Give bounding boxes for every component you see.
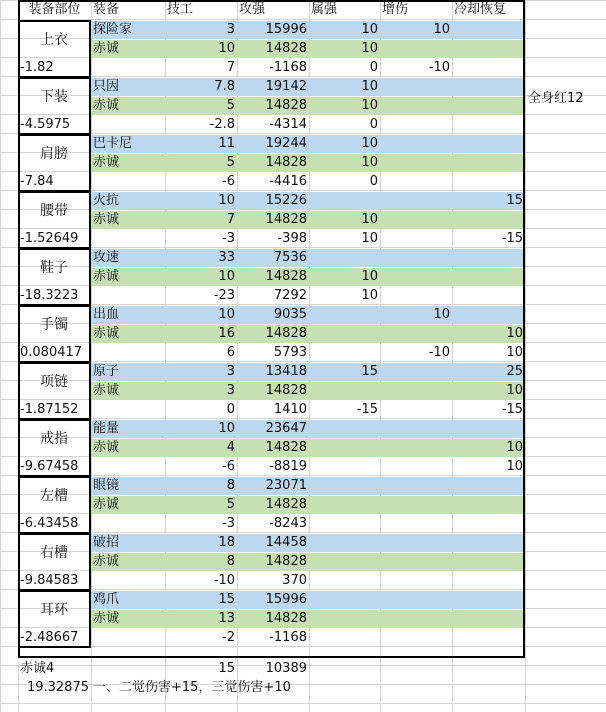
value-cell-dmg[interactable] xyxy=(380,173,452,191)
grid-vline xyxy=(0,0,1,712)
value-cell-cd[interactable]: 10 xyxy=(506,459,523,474)
equip-option-name[interactable]: 眼镜 xyxy=(93,478,120,493)
value-cell-skill[interactable]: 15 xyxy=(218,592,235,607)
value-cell-dmg[interactable] xyxy=(380,211,452,229)
slot-name[interactable]: 右槽 xyxy=(40,545,68,561)
slot-summary[interactable]: -6.43458 xyxy=(20,516,79,531)
value-cell-dmg[interactable]: 10 xyxy=(433,22,450,37)
value-cell-atk[interactable]: 14828 xyxy=(265,326,307,341)
value-cell-atk[interactable]: 13418 xyxy=(265,364,307,379)
value-cell-elem[interactable]: 10 xyxy=(361,136,378,151)
value-cell-skill[interactable]: 7 xyxy=(226,60,235,75)
value-cell-elem[interactable] xyxy=(309,325,380,343)
value-cell-dmg[interactable] xyxy=(380,363,452,381)
value-cell-cd[interactable]: 25 xyxy=(506,364,523,379)
value-cell-dmg[interactable] xyxy=(380,401,452,419)
equip-chicheng-name[interactable]: 赤诚 xyxy=(93,269,120,284)
value-cell-atk[interactable]: -1168 xyxy=(269,60,307,75)
value-cell-dmg[interactable] xyxy=(380,591,452,609)
value-cell-atk[interactable]: 14828 xyxy=(265,98,307,113)
value-cell-cd[interactable]: -15 xyxy=(501,231,523,246)
footer-label[interactable]: 赤诚4 xyxy=(20,661,55,676)
value-cell-skill[interactable]: 5 xyxy=(226,497,235,512)
value-cell-atk[interactable]: 15996 xyxy=(265,22,307,37)
value-cell-elem[interactable] xyxy=(309,458,380,476)
value-cell-elem[interactable] xyxy=(309,306,380,324)
value-cell-cd[interactable] xyxy=(452,211,525,229)
value-cell-cd[interactable] xyxy=(452,116,525,134)
value-cell-dmg[interactable] xyxy=(380,97,452,115)
slot-summary[interactable]: -4.5975 xyxy=(20,117,71,132)
slot-name[interactable]: 项链 xyxy=(40,374,68,390)
header-elem[interactable]: 属强 xyxy=(311,2,338,17)
value-cell-dmg[interactable]: -10 xyxy=(428,345,450,360)
side-note[interactable]: 全身红12 xyxy=(528,91,584,106)
header-skill[interactable]: 技工 xyxy=(167,2,194,17)
value-cell-cd[interactable] xyxy=(452,173,525,191)
value-cell-dmg[interactable] xyxy=(380,230,452,248)
value-cell-atk[interactable]: 14828 xyxy=(265,41,307,56)
value-cell-atk[interactable]: 15996 xyxy=(265,592,307,607)
slot-name[interactable]: 手镯 xyxy=(40,317,68,333)
value-cell-elem[interactable]: 10 xyxy=(361,231,378,246)
value-cell-atk[interactable]: -4314 xyxy=(269,117,307,132)
value-cell-cd[interactable]: -15 xyxy=(501,402,523,417)
value-cell-cd[interactable] xyxy=(452,59,525,77)
value-cell-cd[interactable] xyxy=(452,97,525,115)
value-cell-skill[interactable]: 11 xyxy=(218,136,235,151)
value-cell-cd[interactable] xyxy=(452,572,525,590)
value-cell-elem[interactable] xyxy=(309,496,380,514)
value-cell-skill[interactable]: 3 xyxy=(226,22,235,37)
value-cell-elem[interactable]: 10 xyxy=(361,212,378,227)
slot-name[interactable]: 腰带 xyxy=(40,203,68,219)
value-cell-dmg[interactable] xyxy=(380,249,452,267)
equip-chicheng-name[interactable]: 赤诚 xyxy=(93,554,120,569)
value-cell-atk[interactable]: 14828 xyxy=(265,212,307,227)
value-cell-atk[interactable]: 370 xyxy=(282,573,307,588)
value-cell-elem[interactable] xyxy=(309,192,380,210)
value-cell-elem[interactable]: 10 xyxy=(361,269,378,284)
value-cell-skill[interactable]: 10 xyxy=(218,421,235,436)
value-cell-atk[interactable]: -398 xyxy=(277,231,307,246)
value-cell-cd[interactable] xyxy=(452,534,525,552)
value-cell-cd[interactable] xyxy=(452,306,525,324)
value-cell-dmg[interactable] xyxy=(380,477,452,495)
value-cell-cd[interactable] xyxy=(452,420,525,438)
slot-summary[interactable]: -1.82 xyxy=(20,60,54,75)
value-cell-elem[interactable] xyxy=(309,344,380,362)
equip-option-name[interactable]: 破招 xyxy=(93,535,120,550)
value-cell-skill[interactable]: 7.8 xyxy=(214,79,235,94)
value-cell-atk[interactable]: 23647 xyxy=(265,421,307,436)
value-cell-dmg[interactable] xyxy=(380,78,452,96)
value-cell-dmg[interactable] xyxy=(380,287,452,305)
value-cell-elem[interactable]: 0 xyxy=(369,60,378,75)
value-cell-elem[interactable] xyxy=(309,610,380,628)
value-cell-dmg[interactable] xyxy=(380,40,452,58)
value-cell-dmg[interactable] xyxy=(380,116,452,134)
value-cell-atk[interactable]: 14828 xyxy=(265,269,307,284)
value-cell-cd[interactable] xyxy=(452,610,525,628)
value-cell-atk[interactable]: -8243 xyxy=(269,516,307,531)
value-cell-atk[interactable]: -4416 xyxy=(269,174,307,189)
slot-summary[interactable]: -9.84583 xyxy=(20,573,79,588)
slot-name[interactable]: 鞋子 xyxy=(40,260,68,276)
value-cell-cd[interactable] xyxy=(452,515,525,533)
value-cell-cd[interactable] xyxy=(452,135,525,153)
value-cell-skill[interactable]: -2 xyxy=(222,630,235,645)
value-cell-dmg[interactable] xyxy=(380,458,452,476)
value-cell-atk[interactable]: 19142 xyxy=(265,79,307,94)
value-cell-elem[interactable]: -15 xyxy=(356,402,378,417)
value-cell-cd[interactable] xyxy=(452,78,525,96)
value-cell-elem[interactable]: 0 xyxy=(369,174,378,189)
value-cell-skill[interactable]: -3 xyxy=(222,231,235,246)
slot-summary[interactable]: -7.84 xyxy=(20,174,54,189)
value-cell-elem[interactable]: 10 xyxy=(361,98,378,113)
equip-option-name[interactable]: 巴卡尼 xyxy=(93,136,133,151)
grid-hline xyxy=(0,703,606,704)
header-dmg[interactable]: 增伤 xyxy=(382,2,409,17)
value-cell-elem[interactable]: 10 xyxy=(361,41,378,56)
value-cell-atk[interactable]: 14828 xyxy=(265,497,307,512)
equip-chicheng-name[interactable]: 赤诚 xyxy=(93,440,120,455)
value-cell-cd[interactable] xyxy=(452,477,525,495)
footer-atk[interactable]: 10389 xyxy=(265,661,307,676)
footer-skill[interactable]: 15 xyxy=(218,661,235,676)
value-cell-dmg[interactable] xyxy=(380,496,452,514)
value-cell-atk[interactable]: 14828 xyxy=(265,440,307,455)
value-cell-cd[interactable] xyxy=(452,249,525,267)
value-cell-skill[interactable]: 18 xyxy=(218,535,235,550)
value-cell-elem[interactable]: 10 xyxy=(361,22,378,37)
value-cell-cd[interactable] xyxy=(452,268,525,286)
value-cell-dmg[interactable]: 10 xyxy=(433,307,450,322)
slot-summary[interactable]: -18.3223 xyxy=(20,288,79,303)
value-cell-cd[interactable] xyxy=(452,553,525,571)
value-cell-skill[interactable]: 8 xyxy=(226,478,235,493)
value-cell-skill[interactable]: 10 xyxy=(218,193,235,208)
equip-option-name[interactable]: 原子 xyxy=(93,364,120,379)
footer-total[interactable]: 19.32875 xyxy=(26,680,89,695)
footer-note[interactable]: 一、二觉伤害+15，三觉伤害+10 xyxy=(93,680,291,695)
value-cell-dmg[interactable] xyxy=(380,515,452,533)
slot-name[interactable]: 肩膀 xyxy=(40,146,68,162)
slot-name[interactable]: 下装 xyxy=(40,89,68,105)
value-cell-skill[interactable]: 5 xyxy=(226,155,235,170)
value-cell-elem[interactable] xyxy=(309,439,380,457)
value-cell-cd[interactable] xyxy=(452,40,525,58)
value-cell-skill[interactable]: 8 xyxy=(226,554,235,569)
value-cell-elem[interactable] xyxy=(309,629,380,647)
slot-name[interactable]: 耳环 xyxy=(40,602,68,618)
value-cell-dmg[interactable] xyxy=(380,629,452,647)
value-cell-dmg[interactable] xyxy=(380,534,452,552)
slot-name[interactable]: 戒指 xyxy=(40,431,68,447)
value-cell-dmg[interactable] xyxy=(380,572,452,590)
value-cell-atk[interactable]: 14828 xyxy=(265,554,307,569)
slot-summary[interactable]: -9.67458 xyxy=(20,459,79,474)
value-cell-skill[interactable]: 5 xyxy=(226,98,235,113)
value-cell-elem[interactable]: 0 xyxy=(369,117,378,132)
value-cell-skill[interactable]: 3 xyxy=(226,383,235,398)
header-atk[interactable]: 攻强 xyxy=(239,2,266,17)
value-cell-skill[interactable]: -3 xyxy=(222,516,235,531)
value-cell-atk[interactable]: 19244 xyxy=(265,136,307,151)
header-equip[interactable]: 装备 xyxy=(93,2,120,17)
value-cell-skill[interactable]: 33 xyxy=(218,250,235,265)
value-cell-skill[interactable]: 10 xyxy=(218,41,235,56)
value-cell-cd[interactable] xyxy=(452,496,525,514)
equip-chicheng-name[interactable]: 赤诚 xyxy=(93,98,120,113)
value-cell-elem[interactable] xyxy=(309,591,380,609)
value-cell-skill[interactable]: 0 xyxy=(226,402,235,417)
value-cell-skill[interactable]: -6 xyxy=(222,459,235,474)
value-cell-atk[interactable]: 23071 xyxy=(265,478,307,493)
slot-summary[interactable]: -2.48667 xyxy=(20,630,79,645)
value-cell-cd[interactable] xyxy=(452,629,525,647)
value-cell-atk[interactable]: 14458 xyxy=(265,535,307,550)
value-cell-atk[interactable]: 7536 xyxy=(273,250,307,265)
value-cell-skill[interactable]: 3 xyxy=(226,364,235,379)
value-cell-atk[interactable]: 5793 xyxy=(273,345,307,360)
value-cell-atk[interactable]: -8819 xyxy=(269,459,307,474)
value-cell-skill[interactable]: -2.8 xyxy=(209,117,235,132)
slot-summary[interactable]: 0.080417 xyxy=(20,345,83,360)
value-cell-cd[interactable] xyxy=(452,21,525,39)
value-cell-dmg[interactable] xyxy=(380,192,452,210)
value-cell-cd[interactable]: 10 xyxy=(506,326,523,341)
value-cell-skill[interactable]: 13 xyxy=(218,611,235,626)
value-cell-cd[interactable]: 10 xyxy=(506,345,523,360)
equip-option-name[interactable]: 鸡爪 xyxy=(93,592,120,607)
equip-option-name[interactable]: 出血 xyxy=(93,307,120,322)
value-cell-elem[interactable]: 15 xyxy=(361,364,378,379)
value-cell-elem[interactable] xyxy=(309,553,380,571)
value-cell-dmg[interactable] xyxy=(380,268,452,286)
value-cell-skill[interactable]: 6 xyxy=(226,345,235,360)
value-cell-dmg[interactable]: -10 xyxy=(428,60,450,75)
value-cell-cd[interactable]: 10 xyxy=(506,440,523,455)
slot-name[interactable]: 左槽 xyxy=(40,488,68,504)
equip-chicheng-name[interactable]: 赤诚 xyxy=(93,155,120,170)
equip-option-name[interactable]: 能量 xyxy=(93,421,120,436)
value-cell-dmg[interactable] xyxy=(380,553,452,571)
value-cell-atk[interactable]: 7292 xyxy=(273,288,307,303)
value-cell-skill[interactable]: -10 xyxy=(213,573,235,588)
value-cell-cd[interactable]: 15 xyxy=(506,193,523,208)
header-cd[interactable]: 冷却恢复 xyxy=(454,2,507,17)
value-cell-dmg[interactable] xyxy=(380,439,452,457)
equip-chicheng-name[interactable]: 赤诚 xyxy=(93,41,120,56)
equip-option-name[interactable]: 火抗 xyxy=(93,193,120,208)
header-slot[interactable]: 装备部位 xyxy=(28,2,81,17)
value-cell-atk[interactable]: 15226 xyxy=(265,193,307,208)
value-cell-cd[interactable] xyxy=(452,591,525,609)
value-cell-atk[interactable]: -1168 xyxy=(269,630,307,645)
value-cell-dmg[interactable] xyxy=(380,154,452,172)
value-cell-cd[interactable]: 10 xyxy=(506,383,523,398)
value-cell-skill[interactable]: 7 xyxy=(226,212,235,227)
value-cell-skill[interactable]: 4 xyxy=(226,440,235,455)
value-cell-cd[interactable] xyxy=(452,154,525,172)
value-cell-skill[interactable]: -23 xyxy=(213,288,235,303)
value-cell-elem[interactable]: 10 xyxy=(361,288,378,303)
value-cell-dmg[interactable] xyxy=(380,610,452,628)
value-cell-dmg[interactable] xyxy=(380,135,452,153)
value-cell-elem[interactable] xyxy=(309,534,380,552)
value-cell-cd[interactable] xyxy=(452,287,525,305)
value-cell-elem[interactable] xyxy=(309,249,380,267)
value-cell-elem[interactable] xyxy=(309,515,380,533)
slot-name[interactable]: 上衣 xyxy=(40,32,68,48)
value-cell-elem[interactable] xyxy=(309,477,380,495)
equip-option-name[interactable]: 只因 xyxy=(93,79,120,94)
value-cell-elem[interactable]: 10 xyxy=(361,155,378,170)
value-cell-atk[interactable]: 14828 xyxy=(265,611,307,626)
value-cell-skill[interactable]: 10 xyxy=(218,307,235,322)
value-cell-atk[interactable]: 9035 xyxy=(273,307,307,322)
value-cell-elem[interactable] xyxy=(309,420,380,438)
value-cell-elem[interactable] xyxy=(309,572,380,590)
value-cell-atk[interactable]: 14828 xyxy=(265,383,307,398)
value-cell-skill[interactable]: -6 xyxy=(222,174,235,189)
equip-chicheng-name[interactable]: 赤诚 xyxy=(93,326,120,341)
slot-summary[interactable]: -1.52649 xyxy=(20,231,79,246)
equip-chicheng-name[interactable]: 赤诚 xyxy=(93,212,120,227)
equip-option-name[interactable]: 攻速 xyxy=(93,250,120,265)
value-cell-dmg[interactable] xyxy=(380,382,452,400)
value-cell-elem[interactable]: 10 xyxy=(361,79,378,94)
equip-chicheng-name[interactable]: 赤诚 xyxy=(93,383,120,398)
value-cell-skill[interactable]: 16 xyxy=(218,326,235,341)
value-cell-atk[interactable]: 14828 xyxy=(265,155,307,170)
equip-chicheng-name[interactable]: 赤诚 xyxy=(93,611,120,626)
equip-option-name[interactable]: 探险家 xyxy=(93,22,133,37)
value-cell-elem[interactable] xyxy=(309,382,380,400)
value-cell-dmg[interactable] xyxy=(380,420,452,438)
slot-summary[interactable]: -1.87152 xyxy=(20,402,79,417)
value-cell-skill[interactable]: 10 xyxy=(218,269,235,284)
value-cell-atk[interactable]: 1410 xyxy=(273,402,307,417)
value-cell-dmg[interactable] xyxy=(380,325,452,343)
equip-chicheng-name[interactable]: 赤诚 xyxy=(93,497,120,512)
